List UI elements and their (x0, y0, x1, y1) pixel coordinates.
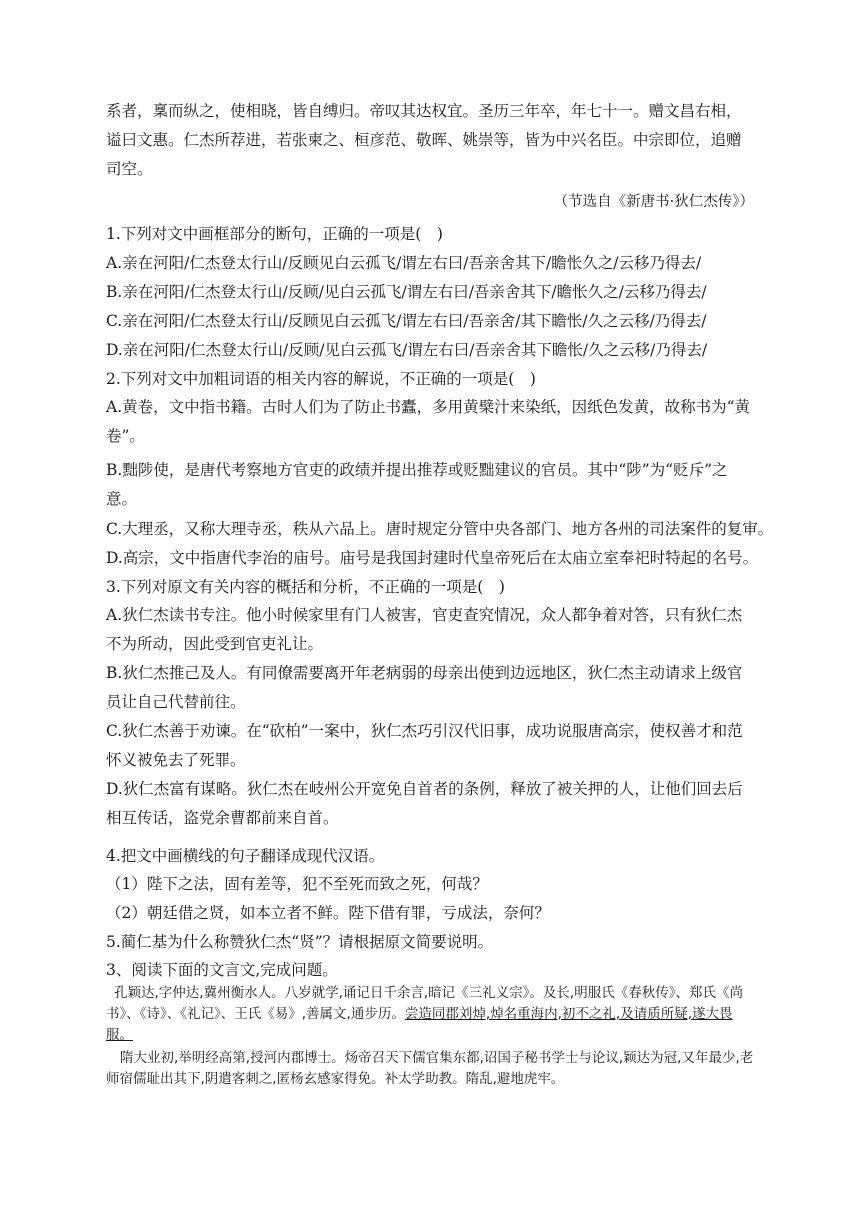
question-4-sentence-1: （1）陛下之法，固有差等，犯不至死而致之死，何哉？ (106, 875, 488, 893)
question-2-option-a: A.黄卷，文中指书籍。古时人们为了防止书蠹，多用黄檗汁来染纸，因纸色发黄，故称书为“黄卷”。 (106, 398, 751, 445)
question-2-stem: 2.下列对文中加粗词语的相关内容的解说，不正确的一项是( ) (106, 370, 536, 388)
question-1-option-a: A.亲在河阳/仁杰登太行山/反顾见白云孤飞/谓左右曰/吾亲舍其下/瞻怅久之/云移乃得去/ (106, 254, 702, 272)
question-5-stem: 5.蔺仁基为什么称赞狄仁杰“贤”？请根据原文简要说明。 (106, 933, 494, 951)
question-1-option-b: B.亲在河阳/仁杰登太行山/反顾/见白云孤飞/谓左右曰/吾亲舍其下/瞻怅久之/云移乃得去/ (106, 283, 707, 301)
question-3-option-d: D.狄仁杰富有谋略。狄仁杰在岐州公开宽免自首者的条例，释放了被关押的人，让他们回去后相互传话，盗党余曹都前来自首。 (106, 780, 743, 827)
question-2-option-b: B.黜陟使，是唐代考察地方官吏的政绩并提出推荐或贬黜建议的官员。其中“陟”为“贬斥”之意。 (106, 461, 728, 508)
question-3-stem: 3.下列对原文有关内容的概括和分析，不正确的一项是( ) (106, 578, 505, 596)
paragraph-1-underlined-sentence: 尝造同郡刘焯,焯名重海内,初不之礼,及请质所疑,遂大畏服。 (106, 1006, 733, 1043)
question-3-option-c: C.狄仁杰善于劝谏。在“砍柏”一案中，狄仁杰巧引汉代旧事，成功说服唐高宗，使权善才和范怀义被免去了死罪。 (106, 722, 743, 769)
passage-source: （节选自《新唐书·狄仁杰传》） (553, 194, 754, 210)
question-1-option-c: C.亲在河阳/仁杰登太行山/反顾见白云孤飞/谓左右曰/吾亲舍/其下瞻怅/久之云移/乃得去/ (106, 312, 707, 330)
passage-continuation: 系者，稟而纵之，使相晓，皆自缚归。帝叹其达权宜。圣历三年卒，年七十一。赠文昌右相，谥曰文惠。仁杰所荐进，若张柬之、桓彦范、敬晖、姚崇等，皆为中兴名臣。中宗即位，追赠司空。 (106, 102, 742, 178)
section-3-heading: 3、阅读下面的文言文,完成问题。 (106, 961, 338, 979)
question-2-option-d: D.高宗，文中指唐代李治的庙号。庙号是我国封建时代皇帝死后在太庙立室奉祀时特起的名号。 (106, 549, 759, 567)
question-1-stem: 1.下列对文中画框部分的断句，正确的一项是( ) (106, 225, 443, 243)
question-3-option-b: B.狄仁杰推己及人。有同僚需要离开年老病弱的母亲出使到边远地区，狄仁杰主动请求上级官员让自己代替前往。 (106, 664, 743, 711)
question-4-sentence-2: （2）朝廷借之贤，如本立者不鲜。陛下借有罪，亏成法，奈何？ (106, 904, 550, 922)
question-1-option-d: D.亲在河阳/仁杰登太行山/反顾/见白云孤飞/谓左右曰/吾亲舍其下瞻怅/久之云移/乃得去/ (106, 341, 708, 359)
question-2-option-c: C.大理丞，又称大理寺丞，秩从六品上。唐时规定分管中央各部门、地方各州的司法案件的复审。 (106, 520, 774, 538)
section-3-paragraph-1 (106, 983, 758, 1046)
question-4-stem: 4.把文中画横线的句子翻译成现代汉语。 (106, 847, 385, 865)
question-3-option-a: A.狄仁杰读书专注。他小时候家里有门人被害，官吏查究情况，众人都争着对答，只有狄仁杰不为所动，因此受到官吏礼让。 (106, 606, 743, 653)
section-3-paragraph-2: 隋大业初,举明经高第,授河内郡博士。炀帝召天下儒官集东都,诏国子秘书学士与论议,颖达为冠,又年最少,老师宿儒耻出其下,阴遣客刺之,匿杨玄感家得免。补太学助教。隋乱,避地虎牢。 (106, 1050, 754, 1087)
paragraph-1-plain-text: 孔颖达,字仲达,冀州衡水人。八岁就学,诵记日千余言,暗记《三礼义宗》。及长,明服氏《春秋传》、郑氏《尚书》、《诗》、《礼记》、王氏《易》,善属文,通步历。 (106, 985, 743, 1022)
